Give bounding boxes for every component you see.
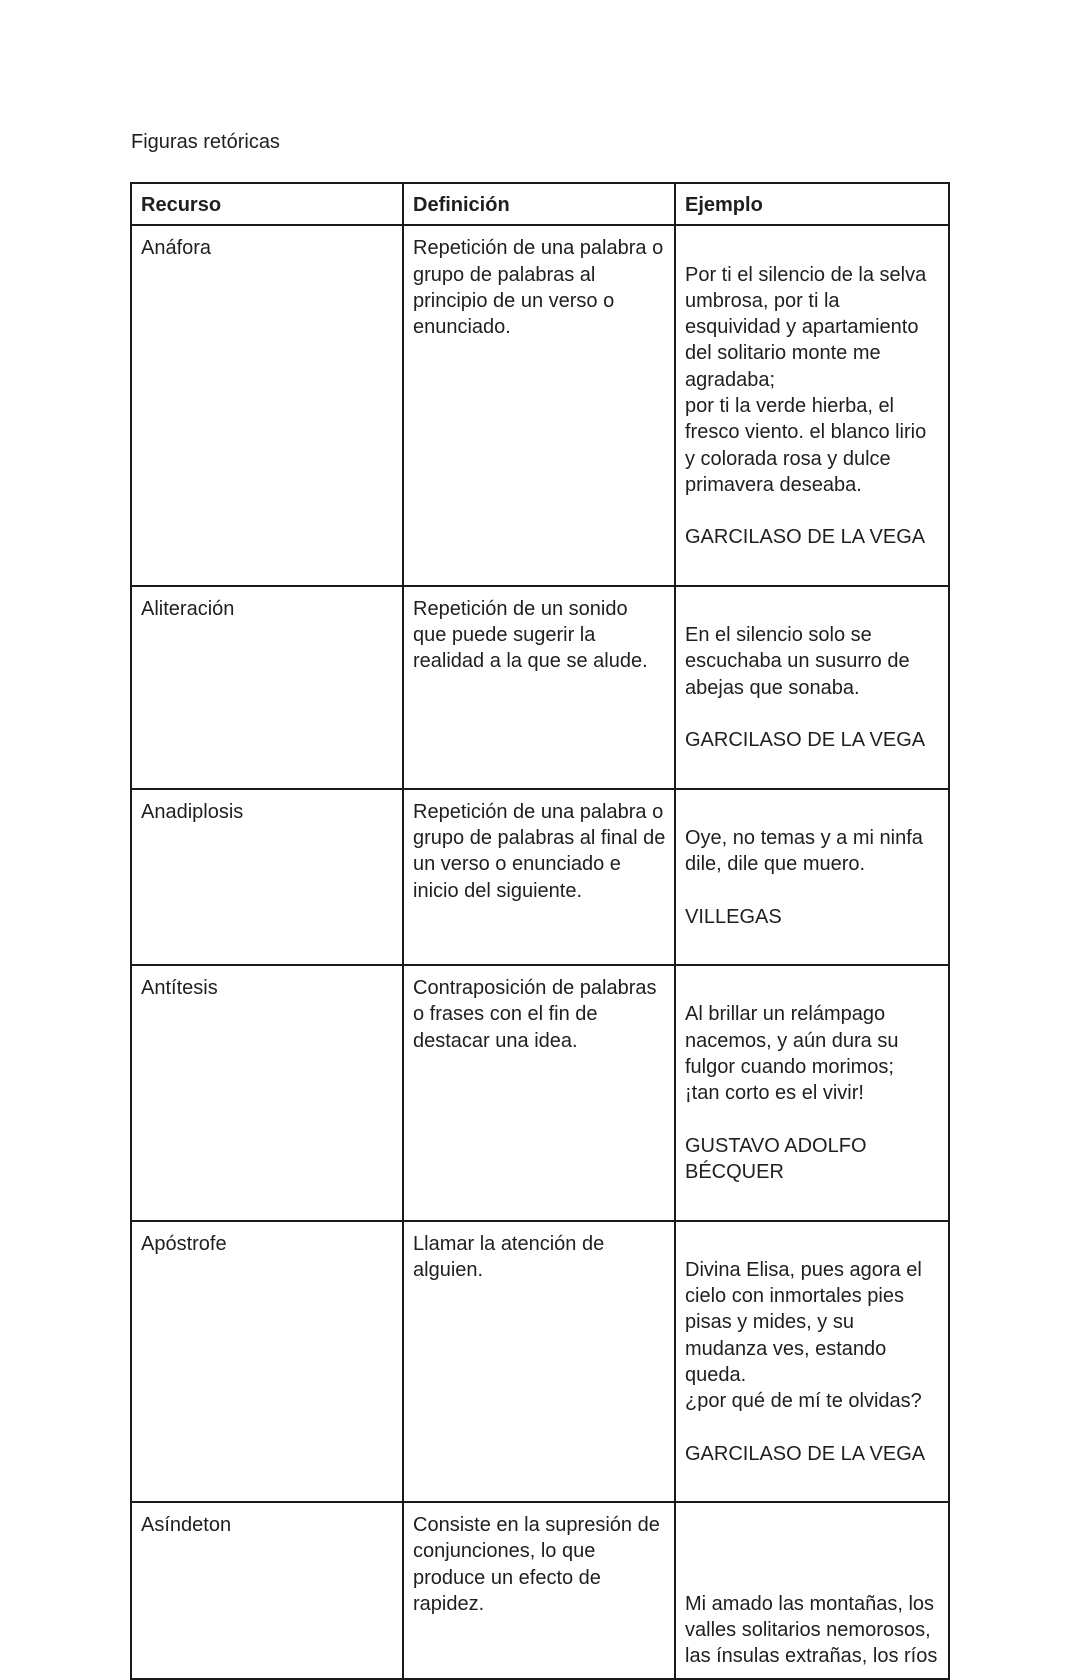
recurso-cell: Apóstrofe	[131, 1221, 403, 1503]
ejemplo-cell	[675, 1221, 949, 1503]
page-title: Figuras retóricas	[131, 131, 280, 153]
ejemplo-cell	[675, 965, 949, 1220]
ejemplo-text: Mi amado las montañas, los valles solitarios nemorosos, las ínsulas extrañas, los ríos	[685, 1592, 938, 1668]
recurso-cell: Aliteración	[131, 586, 403, 789]
ejemplo-author: VILLEGAS	[685, 905, 782, 928]
table-row	[131, 965, 949, 1220]
definicion-cell: Contraposición de palabras o frases con el fin de destacar una idea.	[403, 965, 675, 1220]
definicion-cell: Consiste en la supresión de conjunciones, lo que produce un efecto de rapidez.	[403, 1502, 675, 1678]
ejemplo-cell	[675, 586, 949, 789]
ejemplo-author: GARCILASO DE LA VEGA	[685, 1442, 926, 1465]
table-row	[131, 1502, 949, 1678]
ejemplo-text: Oye, no temas y a mi ninfa dile, dile que muero.	[685, 826, 923, 876]
header-ejemplo: Ejemplo	[675, 183, 949, 225]
ejemplo-cell	[675, 1502, 949, 1678]
ejemplo-text: Divina Elisa, pues agora el cielo con inmortales pies pisas y mides, y su mudanza ves, estando queda. ¿por qué de mí te olvidas?	[685, 1258, 922, 1413]
definicion-cell: Repetición de un sonido que puede sugerir la realidad a la que se alude.	[403, 586, 675, 789]
recurso-cell: Antítesis	[131, 965, 403, 1220]
ejemplo-text: Al brillar un relámpago nacemos, y aún dura su fulgor cuando morimos; ¡tan corto es el vivir!	[685, 1003, 899, 1105]
ejemplo-spacer	[685, 1538, 940, 1564]
header-recurso: Recurso	[131, 183, 403, 225]
ejemplo-author: GUSTAVO ADOLFO BÉCQUER	[685, 1134, 867, 1183]
table-row	[131, 789, 949, 965]
definicion-cell: Llamar la atención de alguien.	[403, 1221, 675, 1503]
recurso-cell: Anáfora	[131, 225, 403, 586]
ejemplo-author: GARCILASO DE LA VEGA	[685, 729, 926, 752]
recurso-cell: Anadiplosis	[131, 789, 403, 965]
ejemplo-cell	[675, 789, 949, 965]
ejemplo-text: Por ti el silencio de la selva umbrosa, por ti la esquividad y apartamiento del solitario monte me agradaba; por ti la verde hierba, el fresco viento. el blanco lirio y colorada rosa y dulce primavera deseaba.	[685, 263, 927, 496]
table-row	[131, 586, 949, 789]
definicion-cell: Repetición de una palabra o grupo de palabras al principio de un verso o enunciado.	[403, 225, 675, 586]
rhetorical-figures-table	[130, 182, 950, 1680]
ejemplo-cell	[675, 225, 949, 586]
table-row	[131, 225, 949, 586]
definicion-cell: Repetición de una palabra o grupo de palabras al final de un verso o enunciado e inicio del siguiente.	[403, 789, 675, 965]
header-definicion: Definición	[403, 183, 675, 225]
ejemplo-text: En el silencio solo se escuchaba un susurro de abejas que sonaba.	[685, 624, 910, 699]
recurso-cell: Asíndeton	[131, 1502, 403, 1678]
table-row	[131, 1221, 949, 1503]
ejemplo-author: GARCILASO DE LA VEGA	[685, 526, 926, 549]
table-header-row	[131, 183, 949, 225]
